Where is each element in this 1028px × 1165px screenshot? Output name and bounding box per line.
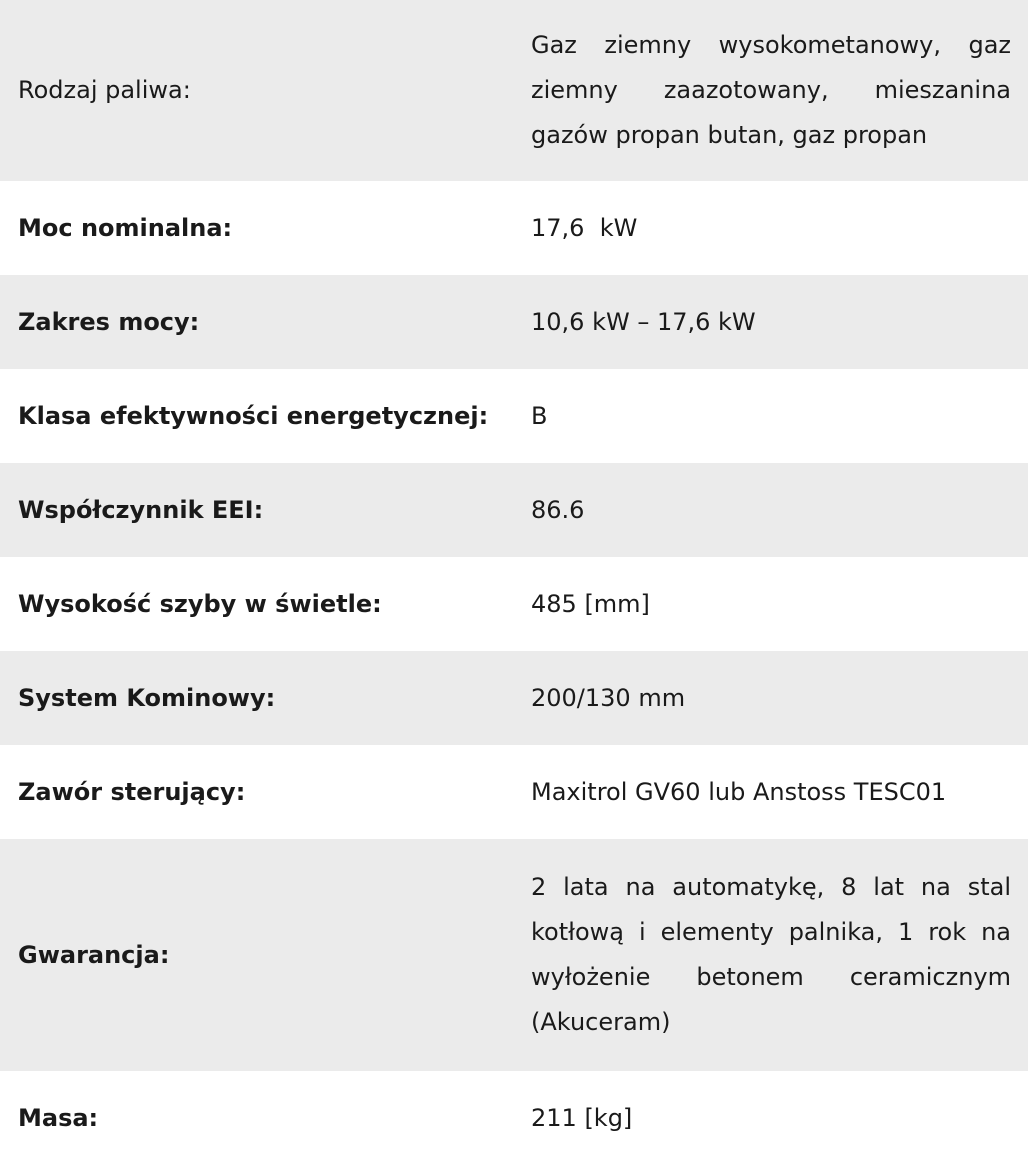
spec-row-nominal-power (0, 181, 1028, 275)
spec-label: Wysokość szyby w świetle: (18, 589, 382, 618)
spec-label: Masa: (18, 1103, 99, 1132)
spec-label: Klasa efektywności energetycznej: (18, 401, 489, 430)
spec-row-eei (0, 463, 1028, 557)
spec-label: Zakres mocy: (18, 307, 200, 336)
spec-value: 485 [mm] (531, 589, 650, 618)
spec-row-control-valve (0, 745, 1028, 839)
spec-row-mass (0, 1071, 1028, 1165)
spec-value: 17,6 kW (531, 213, 638, 242)
spec-row-power-range (0, 275, 1028, 369)
spec-label: Rodzaj paliwa: (18, 76, 191, 105)
spec-row-glass-height (0, 557, 1028, 651)
spec-value: 10,6 kW – 17,6 kW (531, 307, 756, 336)
spec-label: Współczynnik EEI: (18, 495, 264, 524)
spec-row-energy-class (0, 369, 1028, 463)
spec-value: 211 [kg] (531, 1103, 633, 1132)
spec-value: 200/130 mm (531, 683, 686, 712)
spec-label: Moc nominalna: (18, 213, 233, 242)
spec-row-fuel-type (0, 0, 1028, 181)
spec-value: 86.6 (531, 495, 585, 524)
spec-value: Maxitrol GV60 lub Anstoss TESC01 (531, 777, 947, 806)
spec-row-warranty (0, 839, 1028, 1071)
spec-label: Zawór sterujący: (18, 777, 246, 806)
spec-value: 2 lata na automatykę, 8 lat na stal kotłową i elementy palnika, 1 rok na wyłożenie betonem ceramicznym (Akuceram) (531, 873, 1011, 1036)
spec-row-chimney-system (0, 651, 1028, 745)
spec-label: Gwarancja: (18, 940, 170, 969)
spec-value: Gaz ziemny wysokometanowy, gaz ziemny zaazotowany, mieszanina gazów propan butan, gaz propan (531, 31, 1011, 149)
spec-label: System Kominowy: (18, 683, 276, 712)
spec-value: B (531, 401, 548, 430)
